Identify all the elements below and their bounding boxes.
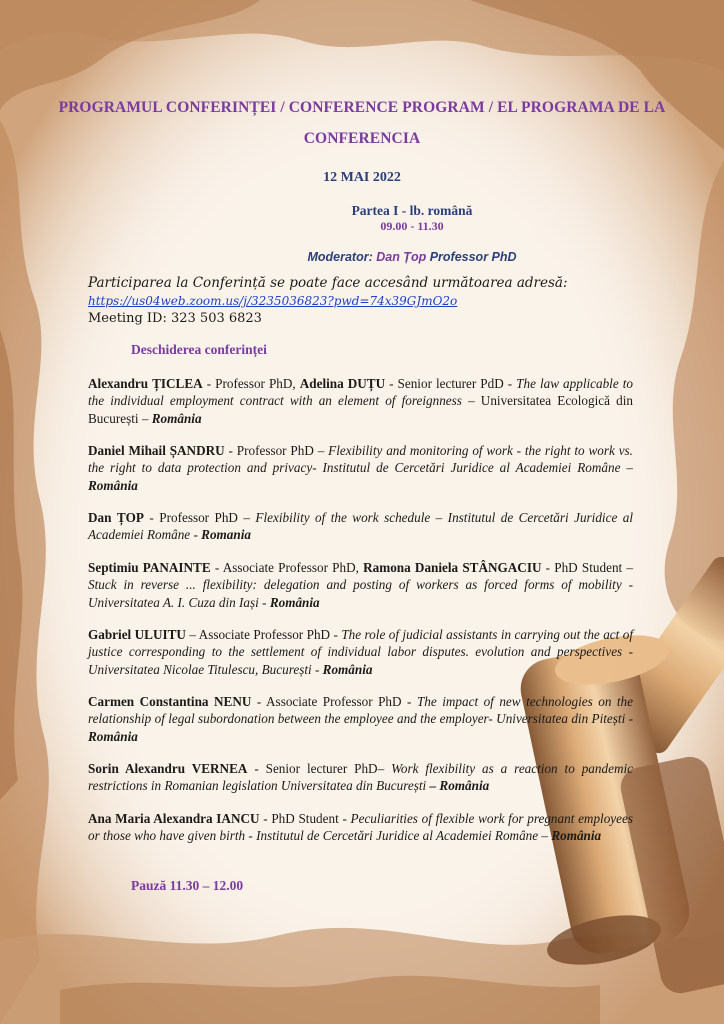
presentation-entry (88, 375, 633, 427)
speaker-role: - PhD Student - (259, 811, 351, 826)
access-info (88, 274, 648, 328)
presentation-title: Flexibility and monitoring of work - the right to work vs. the right to data protection and privacy- Institutul de Cercetări Juridice al Academiei Române – (88, 443, 633, 476)
presentation-entry (88, 442, 633, 494)
zoom-link[interactable]: https://us04web.zoom.us/j/3235036823?pwd=74x39GJmO2o (88, 294, 458, 308)
moderator-label: Moderator: (307, 250, 373, 264)
speaker-name: Sorin Alexandru VERNEA (88, 761, 248, 776)
speaker-name: Daniel Mihail ȘANDRU (88, 443, 225, 458)
speaker-name: Carmen Constantina NENU (88, 694, 252, 709)
session-time: 09.00 - 11.30 (380, 219, 444, 233)
speaker-role: - Associate Professor PhD - (251, 694, 417, 709)
presentation-entry (88, 626, 633, 678)
moderator-title: Professor PhD (429, 250, 517, 264)
moderator-line (50, 250, 724, 264)
speaker-name: Adelina DUȚU (299, 376, 386, 391)
presentation-title: The law applicable to the individual employment contract with an element of foreignness (88, 376, 633, 409)
presentation-entry (88, 509, 633, 544)
country: România (269, 594, 320, 610)
page-title: PROGRAMUL CONFERINȚEI / CONFERENCE PROGRAM / EL PROGRAMA DE LA CONFERENCIA (58, 99, 666, 147)
access-intro: Participarea la Conferință se poate face accesând următoarea adresă: (88, 275, 568, 291)
meeting-id: Meeting ID: 323 503 6823 (88, 311, 262, 326)
country: România (88, 728, 138, 744)
country: România (322, 661, 373, 677)
country: România (88, 477, 138, 493)
presentation-title: Flexibility of the work schedule – Institutul de Cercetări Juridice al Academiei Române - (88, 510, 633, 543)
conference-date: 12 MAI 2022 (323, 170, 401, 185)
presentation-title: Work flexibility as a reaction to pandemic restrictions in Romanian legislation Universitatea din București (88, 761, 633, 794)
country: Romania (201, 527, 251, 543)
speaker-role: - Associate Professor PhD, (210, 560, 364, 575)
speaker-name: Septimiu PANAINTE (88, 560, 211, 575)
speaker-role: - PhD Student – (541, 560, 633, 575)
country: – România (426, 778, 490, 794)
speaker-role: - Professor PhD – (224, 443, 329, 458)
presentation-entry (88, 810, 633, 845)
break-time: Pauză 11.30 – 12.00 (131, 878, 244, 893)
presentation-entry (88, 559, 633, 611)
presentation-entry (88, 760, 633, 795)
opening-heading: Deschiderea conferinței (131, 342, 267, 357)
country: România (551, 828, 602, 844)
speaker-name: Ramona Daniela STÂNGACIU (363, 560, 542, 575)
affiliation: – Universitatea Ecologică din București – (88, 393, 633, 426)
speaker-role: - Senior lecturer PdD - (385, 376, 517, 391)
speaker-role: - Professor PhD – (144, 510, 256, 525)
speaker-name: Gabriel ULUITU (88, 627, 186, 642)
presentation-entry (88, 693, 633, 745)
presentation-title: The role of judicial assistants in carrying out the act of justice corresponding to the settlement of individual labor disputes. evolution and perspectives - Universitatea Nicolae Titulescu, București - (88, 627, 634, 677)
speaker-role: – Associate Professor PhD - (185, 627, 342, 642)
speaker-name: Ana Maria Alexandra IANCU (88, 811, 260, 826)
speaker-name: Alexandru ȚICLEA (88, 376, 203, 391)
speaker-name: Dan ȚOP (88, 510, 144, 525)
moderator-name: Dan Țop (376, 250, 427, 264)
presentation-title: The impact of new technologies on the relationship of legal subordonation between the employee and the employer- Universitatea din Pitești - (88, 694, 634, 727)
country: România (151, 410, 202, 426)
session-part: Partea I - lb. română (351, 203, 473, 218)
presentation-title: Stuck in reverse ... flexibility: delegation and posting of workers as forced forms of mobility - Universitatea A. I. Cuza din Iași - (88, 577, 633, 610)
presentation-title: Peculiarities of flexible work for pregnant employees or those who have given birth - Institutul de Cercetări Juridice al Academiei Române – (88, 811, 633, 844)
speaker-role: - Senior lecturer PhD– (247, 761, 392, 776)
speaker-role: - Professor PhD, (202, 376, 300, 391)
